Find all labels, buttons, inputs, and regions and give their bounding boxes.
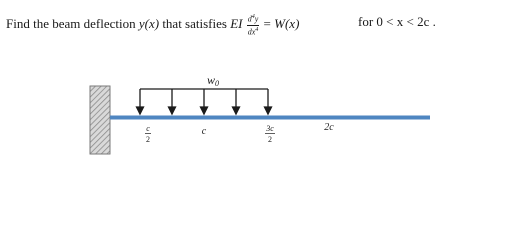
fraction-numerator: $d^4y$: [247, 14, 259, 24]
tick-label-half-c: [145, 124, 151, 144]
svg-text:c: c: [146, 124, 150, 133]
wall-support: [90, 86, 110, 154]
equals-sign: =: [263, 16, 271, 32]
flexural-rigidity: EI: [230, 16, 243, 32]
load-arrow: [201, 89, 208, 114]
svg-text:2: 2: [268, 135, 272, 144]
problem-prefix: Find the beam deflection: [6, 16, 136, 32]
fraction-denominator: $dx^4$: [247, 26, 259, 37]
domain-condition: for 0 < x < 2c .: [358, 14, 436, 29]
deflection-function: y(x): [138, 16, 160, 32]
load-function: W(x): [274, 16, 300, 32]
beam: [110, 116, 430, 120]
problem-middle: that satisfies: [162, 16, 227, 32]
tick-label-three-half-c: [265, 124, 275, 144]
svg-text:2: 2: [146, 135, 150, 144]
load-arrow: [233, 89, 240, 114]
distributed-load: [137, 89, 272, 114]
load-label: w0: [207, 73, 220, 88]
tick-label-c: c: [201, 126, 207, 137]
load-arrow: [137, 89, 144, 114]
svg-text:3c: 3c: [266, 124, 274, 133]
load-arrow: [169, 89, 176, 114]
tick-label-2c: 2c: [324, 122, 334, 133]
load-arrow: [265, 89, 272, 114]
